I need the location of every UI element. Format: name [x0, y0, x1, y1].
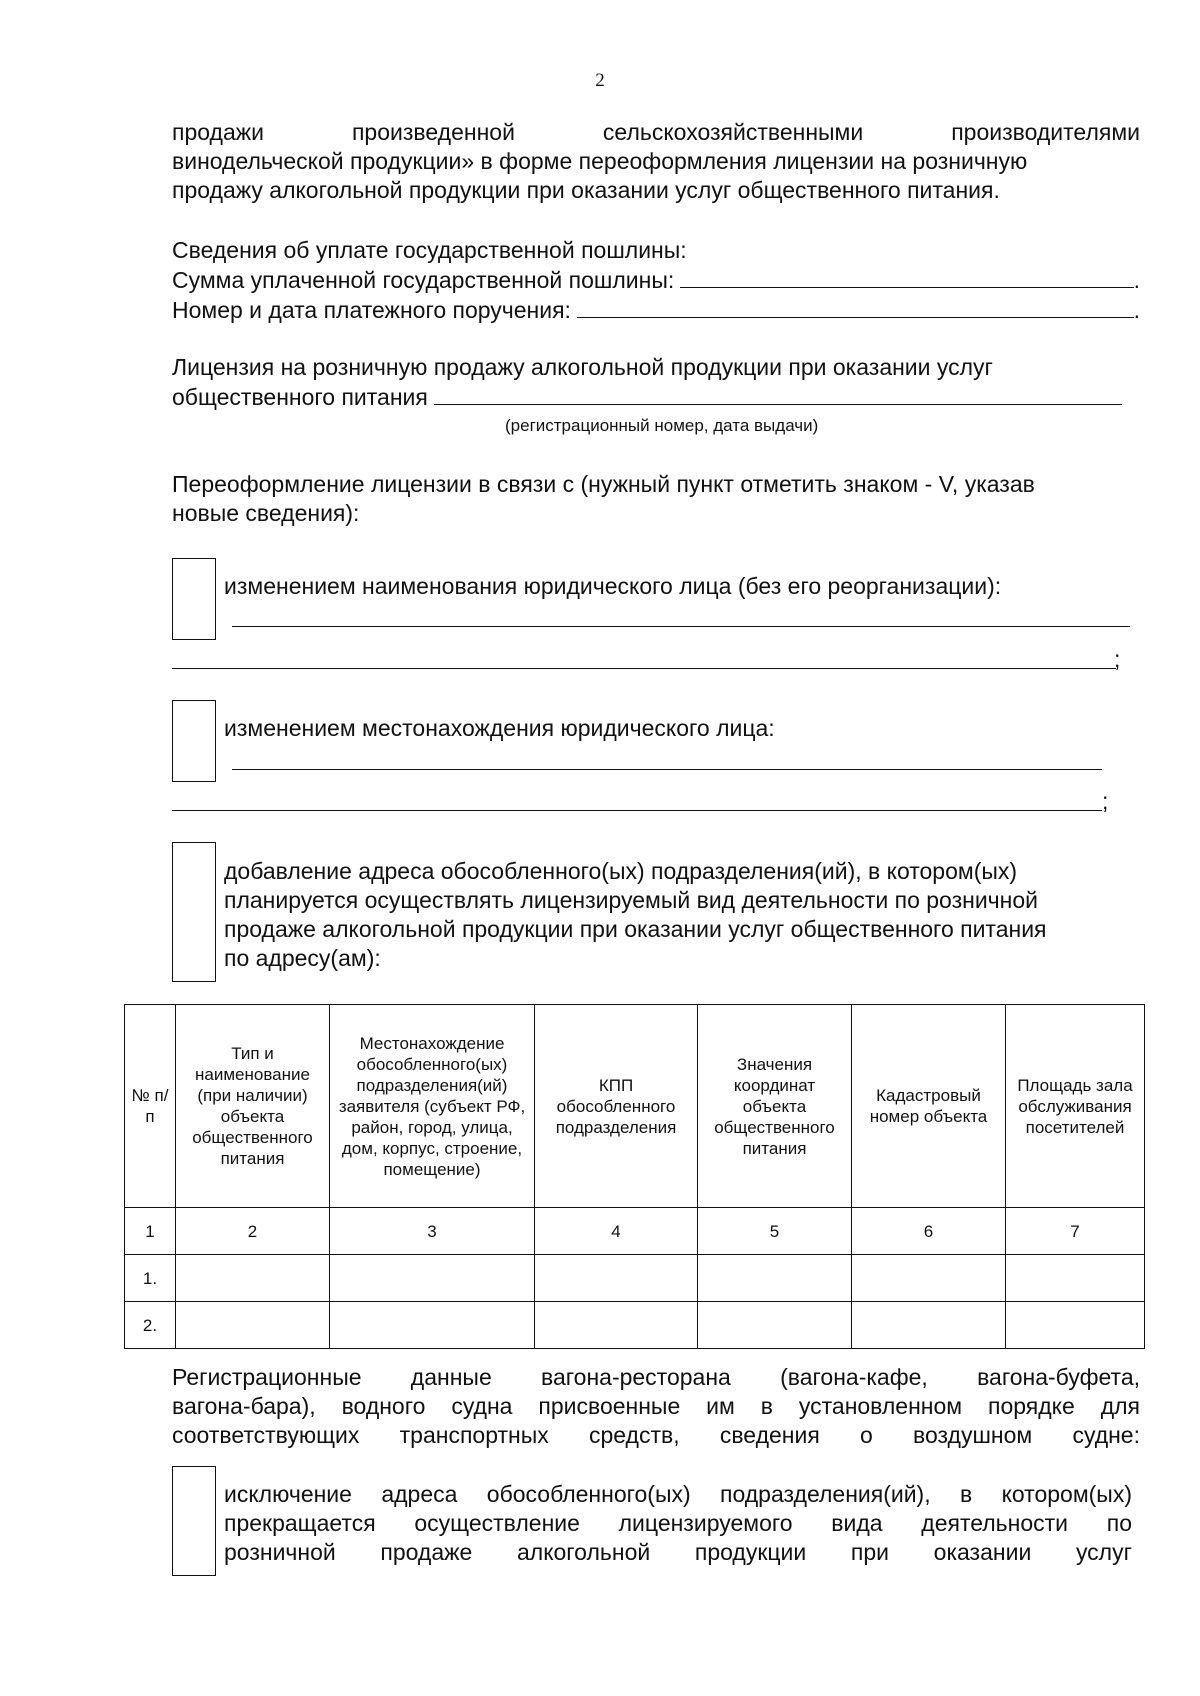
column-number: 6 [852, 1208, 1006, 1255]
row-number-cell: 1. [125, 1255, 176, 1302]
fee-amount-row [172, 265, 1140, 295]
object-type-cell[interactable] [176, 1255, 330, 1302]
column-number: 1 [125, 1208, 176, 1255]
license-number-field[interactable] [434, 382, 1122, 405]
intro-line-1: продажи произведенной сельскохозяйственными производителями [172, 119, 1140, 145]
location-change-line-2[interactable] [172, 810, 1102, 811]
name-change-label: изменением наименования юридического лица (без его реорганизации): [224, 573, 1002, 599]
add-address-line-3: продаже алкогольной продукции при оказании услуг общественного питания [224, 916, 1047, 942]
transport-section [172, 1363, 1140, 1450]
payment-order-field[interactable] [577, 295, 1134, 318]
table-row [125, 1255, 1145, 1302]
exclude-address-checkbox[interactable] [172, 1466, 216, 1576]
license-section [172, 353, 1140, 412]
name-change-line-2[interactable] [172, 668, 1116, 669]
column-number: 7 [1006, 1208, 1145, 1255]
header-number: № п/п [125, 1005, 176, 1208]
license-number-row [172, 382, 1122, 412]
add-address-label [224, 857, 1140, 973]
cadastral-number-cell[interactable] [852, 1255, 1006, 1302]
header-cadastral-number: Кадастровый номер объекта [852, 1005, 1006, 1208]
fee-amount-period: . [1133, 267, 1140, 293]
cadastral-number-cell[interactable] [852, 1302, 1006, 1349]
table-header-row [125, 1005, 1145, 1208]
reissue-section [172, 470, 1140, 528]
column-number: 3 [330, 1208, 535, 1255]
fee-amount-label: Сумма уплаченной государственной пошлины: [172, 267, 675, 293]
intro-paragraph [172, 118, 1140, 205]
exclude-address-line-3: розничной продаже алкогольной продукции при оказании услуг [224, 1539, 1132, 1565]
location-change-label: изменением местонахождения юридического лица: [224, 715, 775, 741]
location-change-semicolon: ; [1102, 788, 1109, 814]
page-number: 2 [595, 70, 605, 91]
payment-order-label: Номер и дата платежного поручения: [172, 297, 571, 323]
exclude-address-line-2: прекращается осуществление лицензируемого вида деятельности по [224, 1510, 1132, 1536]
header-kpp: КПП обособленного подразделения [535, 1005, 698, 1208]
column-number: 5 [698, 1208, 852, 1255]
license-field-caption: (регистрационный номер, дата выдачи) [505, 416, 819, 435]
license-line-1: Лицензия на розничную продажу алкогольной продукции при оказании услуг [172, 354, 993, 380]
table-row [125, 1302, 1145, 1349]
header-location: Местонахождение обособленного(ых) подразделения(ий) заявителя (субъект РФ, район, город, улица, дом, корпус, строение, помещение) [330, 1005, 535, 1208]
kpp-cell[interactable] [535, 1255, 698, 1302]
add-address-line-4: по адресу(ам): [224, 945, 381, 971]
reissue-line-1: Переоформление лицензии в связи с (нужный пункт отметить знаком - V, указав [172, 471, 1035, 497]
transport-line-2: вагона-бара), водного судна присвоенные им в установленном порядке для [172, 1393, 1140, 1419]
intro-line-2: винодельческой продукции» в форме переоформления лицензии на розничную [172, 148, 1028, 174]
location-cell[interactable] [330, 1302, 535, 1349]
fee-heading: Сведения об уплате государственной пошлины: [172, 237, 687, 263]
reissue-line-2: новые сведения): [172, 500, 360, 526]
transport-line-1: Регистрационные данные вагона-ресторана (вагона-кафе, вагона-буфета, [172, 1364, 1140, 1390]
header-hall-area: Площадь зала обслуживания посетителей [1006, 1005, 1145, 1208]
exclude-address-label [224, 1480, 1132, 1567]
location-change-line-1[interactable] [232, 769, 1102, 770]
objects-table [124, 1004, 1145, 1349]
header-object-type: Тип и наименование (при наличии) объекта общественного питания [176, 1005, 330, 1208]
add-address-line-2: планируется осуществлять лицензируемый вид деятельности по розничной [224, 887, 1039, 913]
exclude-address-line-1: исключение адреса обособленного(ых) подразделения(ий), в котором(ых) [224, 1481, 1132, 1507]
coordinates-cell[interactable] [698, 1302, 852, 1349]
add-address-line-1: добавление адреса обособленного(ых) подразделения(ий), в котором(ых) [224, 858, 1018, 884]
name-change-line-1[interactable] [232, 626, 1130, 627]
add-address-checkbox[interactable] [172, 842, 216, 982]
hall-area-cell[interactable] [1006, 1255, 1145, 1302]
coordinates-cell[interactable] [698, 1255, 852, 1302]
name-change-semicolon: ; [1114, 646, 1121, 672]
transport-line-3: соответствующих транспортных средств, сведения о воздушном судне: [172, 1422, 1140, 1448]
payment-order-period: . [1133, 297, 1140, 323]
name-change-checkbox[interactable] [172, 558, 216, 640]
column-number: 4 [535, 1208, 698, 1255]
header-coordinates: Значения координат объекта общественного питания [698, 1005, 852, 1208]
location-change-checkbox[interactable] [172, 700, 216, 782]
license-line-2: общественного питания [172, 384, 428, 410]
table-column-numbers-row [125, 1208, 1145, 1255]
fee-section [172, 236, 1140, 325]
kpp-cell[interactable] [535, 1302, 698, 1349]
payment-order-row [172, 295, 1140, 325]
object-type-cell[interactable] [176, 1302, 330, 1349]
intro-line-3: продажу алкогольной продукции при оказании услуг общественного питания. [172, 177, 1000, 203]
location-cell[interactable] [330, 1255, 535, 1302]
hall-area-cell[interactable] [1006, 1302, 1145, 1349]
column-number: 2 [176, 1208, 330, 1255]
fee-amount-field[interactable] [680, 265, 1133, 288]
row-number-cell: 2. [125, 1302, 176, 1349]
